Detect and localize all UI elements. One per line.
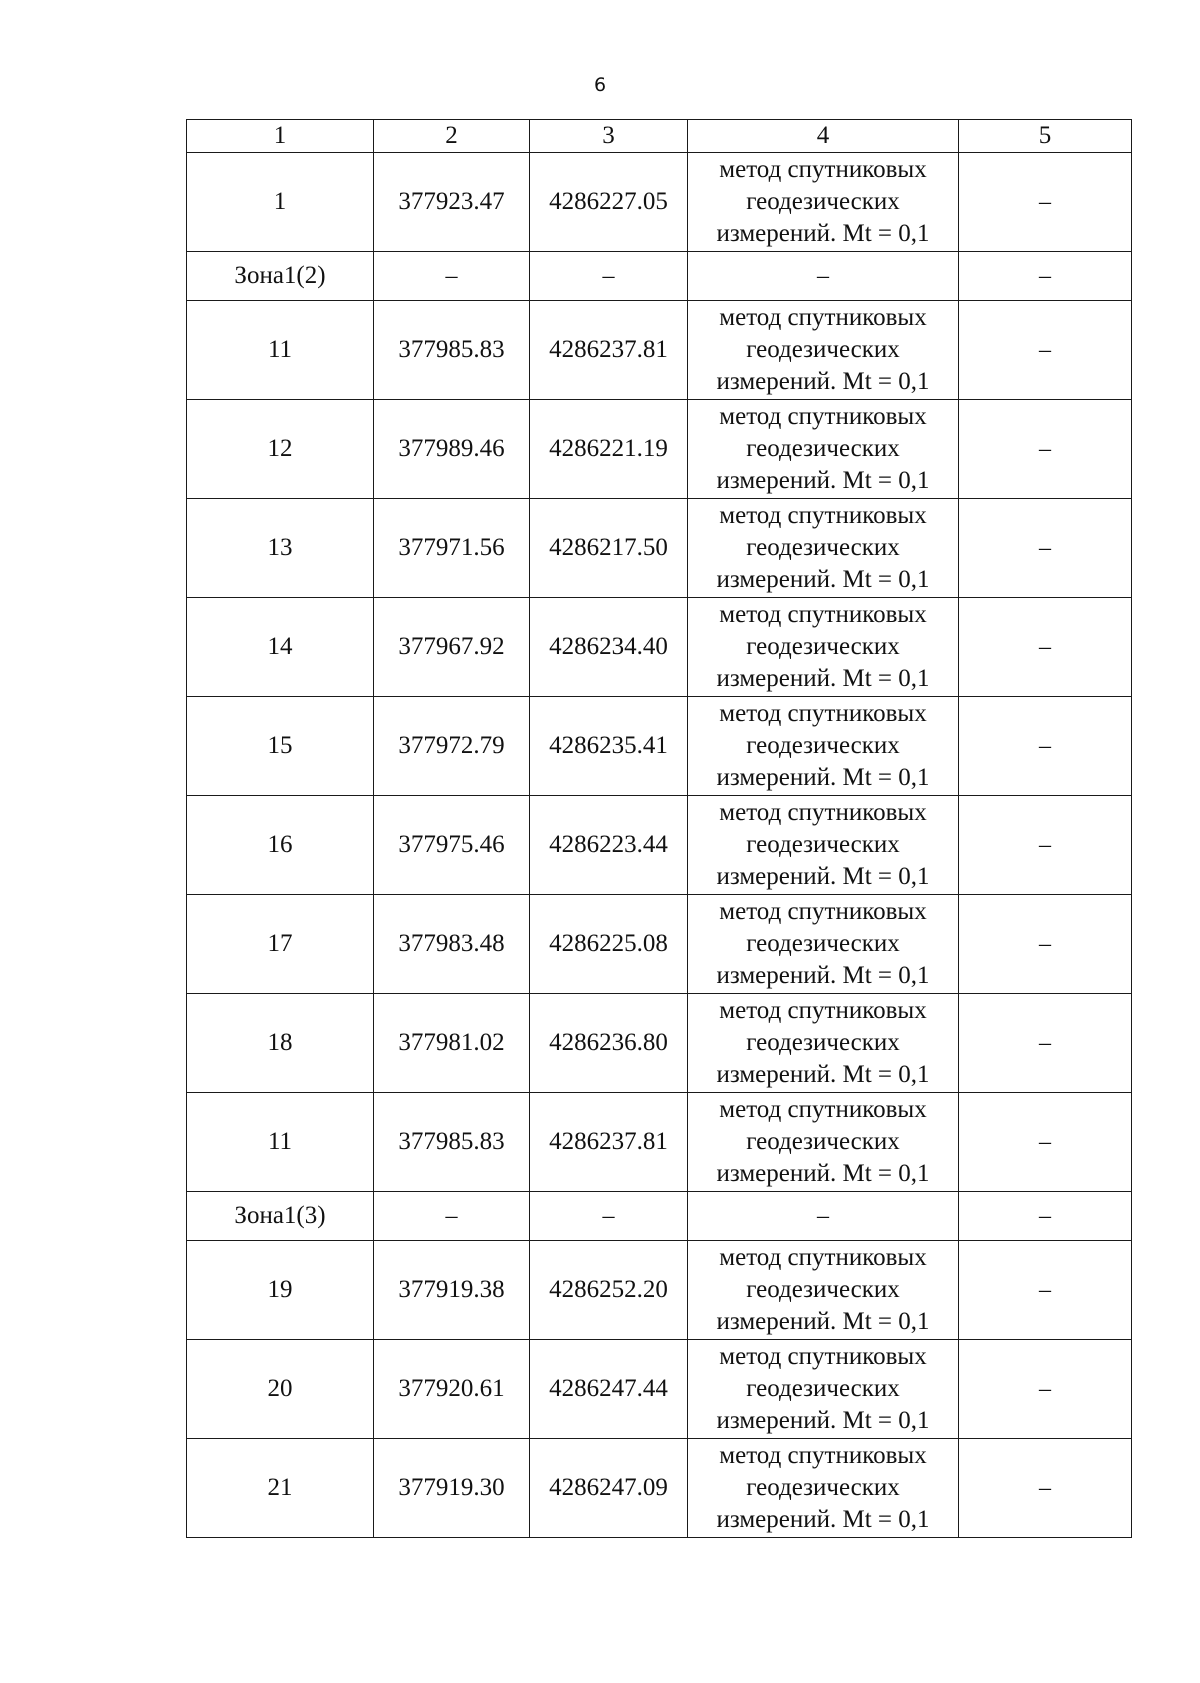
note-cell: – — [959, 252, 1132, 301]
note-cell: – — [959, 1093, 1132, 1192]
point-number-cell: 15 — [187, 697, 374, 796]
table-row — [187, 598, 1132, 697]
method-cell — [688, 895, 959, 994]
point-number-cell: 21 — [187, 1439, 374, 1538]
method-text-line: метод спутниковых — [719, 997, 927, 1024]
table-row — [187, 895, 1132, 994]
method-cell — [688, 1340, 959, 1439]
y-coordinate-cell: 4286225.08 — [530, 895, 688, 994]
table-row — [187, 153, 1132, 252]
method-text-line: метод спутниковых — [719, 700, 927, 727]
table-row — [187, 301, 1132, 400]
method-cell — [688, 1093, 959, 1192]
point-number-cell: Зона1(2) — [187, 252, 374, 301]
method-cell — [688, 994, 959, 1093]
method-text-line: геодезических — [746, 336, 900, 363]
method-cell: – — [688, 252, 959, 301]
method-text-line: геодезических — [746, 732, 900, 759]
y-coordinate-cell: 4286217.50 — [530, 499, 688, 598]
table-row — [187, 1093, 1132, 1192]
method-cell — [688, 301, 959, 400]
point-number-cell: 17 — [187, 895, 374, 994]
y-coordinate-cell: 4286237.81 — [530, 1093, 688, 1192]
x-coordinate-cell: 377975.46 — [374, 796, 530, 895]
header-cell-4: 4 — [688, 120, 959, 153]
method-text-line: геодезических — [746, 1474, 900, 1501]
table-body — [187, 120, 1132, 1538]
zone-header-row — [187, 1192, 1132, 1241]
method-cell — [688, 796, 959, 895]
coordinates-table — [186, 119, 1132, 1538]
header-cell-2: 2 — [374, 120, 530, 153]
method-text-line: измерений. Mt = 0,1 — [716, 467, 930, 494]
table-row — [187, 499, 1132, 598]
method-text-line: метод спутниковых — [719, 898, 927, 925]
table-row — [187, 697, 1132, 796]
note-cell: – — [959, 994, 1132, 1093]
point-number-cell: 11 — [187, 301, 374, 400]
y-coordinate-cell: 4286227.05 — [530, 153, 688, 252]
y-coordinate-cell: 4286221.19 — [530, 400, 688, 499]
y-coordinate-cell: 4286247.44 — [530, 1340, 688, 1439]
y-coordinate-cell: 4286237.81 — [530, 301, 688, 400]
x-coordinate-cell: 377981.02 — [374, 994, 530, 1093]
method-cell — [688, 598, 959, 697]
method-text-line: геодезических — [746, 534, 900, 561]
note-cell: – — [959, 1340, 1132, 1439]
note-cell: – — [959, 1241, 1132, 1340]
y-coordinate-cell: 4286223.44 — [530, 796, 688, 895]
zone-header-row — [187, 252, 1132, 301]
method-text-line: метод спутниковых — [719, 799, 927, 826]
x-coordinate-cell: 377920.61 — [374, 1340, 530, 1439]
method-cell — [688, 153, 959, 252]
x-coordinate-cell: 377983.48 — [374, 895, 530, 994]
method-cell — [688, 400, 959, 499]
point-number-cell: Зона1(3) — [187, 1192, 374, 1241]
method-text-line: геодезических — [746, 1375, 900, 1402]
y-coordinate-cell: 4286252.20 — [530, 1241, 688, 1340]
point-number-cell: 16 — [187, 796, 374, 895]
note-cell: – — [959, 301, 1132, 400]
method-text-line: метод спутниковых — [719, 1442, 927, 1469]
method-text-line: измерений. Mt = 0,1 — [716, 1061, 930, 1088]
method-text-line: геодезических — [746, 633, 900, 660]
x-coordinate-cell: 377985.83 — [374, 1093, 530, 1192]
header-cell-3: 3 — [530, 120, 688, 153]
table-row — [187, 1439, 1132, 1538]
note-cell: – — [959, 153, 1132, 252]
method-text-line: метод спутниковых — [719, 1343, 927, 1370]
page-number: 6 — [593, 74, 607, 96]
table-row — [187, 1340, 1132, 1439]
method-cell — [688, 697, 959, 796]
note-cell: – — [959, 796, 1132, 895]
method-text-line: метод спутниковых — [719, 156, 927, 183]
method-text-line: геодезических — [746, 1276, 900, 1303]
method-cell — [688, 1439, 959, 1538]
table-row — [187, 1241, 1132, 1340]
y-coordinate-cell: 4286234.40 — [530, 598, 688, 697]
method-text-line: геодезических — [746, 831, 900, 858]
method-text-line: измерений. Mt = 0,1 — [716, 1407, 930, 1434]
point-number-cell: 18 — [187, 994, 374, 1093]
method-text-line: измерений. Mt = 0,1 — [716, 962, 930, 989]
method-text-line: измерений. Mt = 0,1 — [716, 220, 930, 247]
method-text-line: измерений. Mt = 0,1 — [716, 1308, 930, 1335]
x-coordinate-cell: 377919.38 — [374, 1241, 530, 1340]
method-text-line: геодезических — [746, 188, 900, 215]
x-coordinate-cell: 377971.56 — [374, 499, 530, 598]
note-cell: – — [959, 400, 1132, 499]
header-cell-1: 1 — [187, 120, 374, 153]
method-cell: – — [688, 1192, 959, 1241]
x-coordinate-cell: 377985.83 — [374, 301, 530, 400]
point-number-cell: 12 — [187, 400, 374, 499]
point-number-cell: 11 — [187, 1093, 374, 1192]
method-text-line: измерений. Mt = 0,1 — [716, 1160, 930, 1187]
x-coordinate-cell: 377989.46 — [374, 400, 530, 499]
method-text-line: метод спутниковых — [719, 403, 927, 430]
table-row — [187, 400, 1132, 499]
method-text-line: геодезических — [746, 435, 900, 462]
method-text-line: метод спутниковых — [719, 601, 927, 628]
method-cell — [688, 499, 959, 598]
point-number-cell: 14 — [187, 598, 374, 697]
note-cell: – — [959, 499, 1132, 598]
y-coordinate-cell: – — [530, 252, 688, 301]
method-text-line: метод спутниковых — [719, 304, 927, 331]
note-cell: – — [959, 697, 1132, 796]
x-coordinate-cell: 377923.47 — [374, 153, 530, 252]
header-cell-5: 5 — [959, 120, 1132, 153]
y-coordinate-cell: 4286235.41 — [530, 697, 688, 796]
point-number-cell: 19 — [187, 1241, 374, 1340]
y-coordinate-cell: 4286236.80 — [530, 994, 688, 1093]
x-coordinate-cell: – — [374, 252, 530, 301]
method-text-line: метод спутниковых — [719, 1244, 927, 1271]
method-text-line: измерений. Mt = 0,1 — [716, 863, 930, 890]
x-coordinate-cell: – — [374, 1192, 530, 1241]
x-coordinate-cell: 377967.92 — [374, 598, 530, 697]
point-number-cell: 13 — [187, 499, 374, 598]
table-header-row — [187, 120, 1132, 153]
note-cell: – — [959, 598, 1132, 697]
method-text-line: метод спутниковых — [719, 1096, 927, 1123]
point-number-cell: 20 — [187, 1340, 374, 1439]
note-cell: – — [959, 1192, 1132, 1241]
method-text-line: измерений. Mt = 0,1 — [716, 368, 930, 395]
method-text-line: измерений. Mt = 0,1 — [716, 764, 930, 791]
note-cell: – — [959, 1439, 1132, 1538]
method-text-line: измерений. Mt = 0,1 — [716, 1506, 930, 1533]
x-coordinate-cell: 377972.79 — [374, 697, 530, 796]
method-text-line: геодезических — [746, 1128, 900, 1155]
method-text-line: измерений. Mt = 0,1 — [716, 566, 930, 593]
method-text-line: измерений. Mt = 0,1 — [716, 665, 930, 692]
y-coordinate-cell: – — [530, 1192, 688, 1241]
table-row — [187, 796, 1132, 895]
table-row — [187, 994, 1132, 1093]
method-cell — [688, 1241, 959, 1340]
x-coordinate-cell: 377919.30 — [374, 1439, 530, 1538]
method-text-line: геодезических — [746, 1029, 900, 1056]
y-coordinate-cell: 4286247.09 — [530, 1439, 688, 1538]
method-text-line: геодезических — [746, 930, 900, 957]
note-cell: – — [959, 895, 1132, 994]
point-number-cell: 1 — [187, 153, 374, 252]
method-text-line: метод спутниковых — [719, 502, 927, 529]
